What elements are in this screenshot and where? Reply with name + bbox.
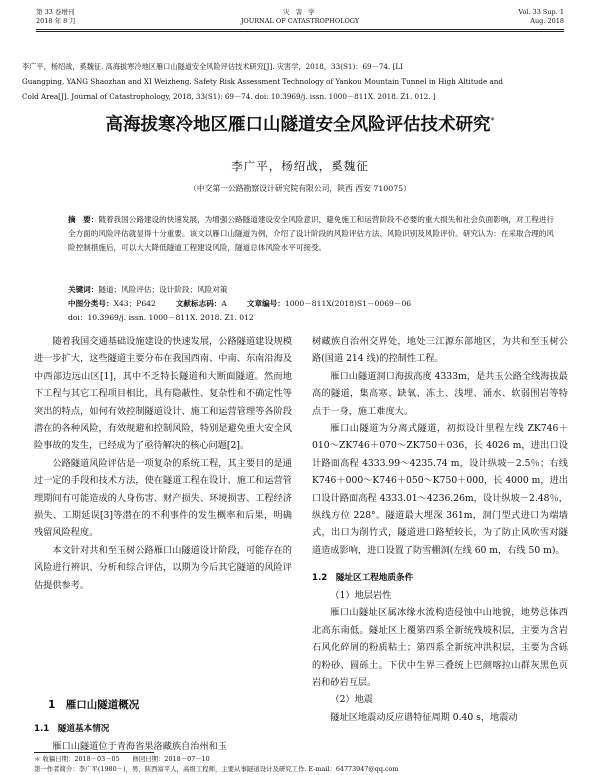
body-paragraph: 雁口山隧道位于青海省果洛藏族自治州和玉: [52, 741, 227, 752]
body-paragraph: 隧址区地震动反应谱特征周期 0.40 s，地震动: [330, 711, 518, 723]
running-header-center: [200, 8, 400, 26]
citation-line: Cold Area[J]. Journal of Catastrophology, 2018, 33(S1): 69－74. doi: 10.3969/j. issn. 1000－811X. 2018. Z1. 012. ]: [22, 92, 436, 101]
header-rule-2: [36, 31, 564, 32]
journal-name-en: JOURNAL OF CATASTROPHOLOGY: [240, 17, 360, 25]
abstract: [68, 213, 560, 255]
document-code: 文献标志码：A: [175, 299, 227, 308]
subsection-label: （2）地震: [330, 694, 373, 706]
left-column: [34, 333, 292, 594]
author-list: 李广平，杨绍战，奚魏征: [231, 159, 369, 173]
citation-line: 李广平，杨绍战，奚魏征. 高海拔寒冷地区雁口山隧道安全风险评估技术研究[J]. 灾害学，2018，33(S1)：69－74. [LI: [22, 62, 403, 71]
journal-name-cn: 灾 害 学: [283, 8, 317, 16]
body-paragraph: 雁口山隧道为分离式隧道，初拟设计里程左线 ZK746＋010～ZK746＋070～ZK750＋036，长 4026 m，进出口设计路面高程 4333.99～4235.74 m，设计纵坡－2.5％；右线 K746＋000～K746＋050～K750＋000，长 4000 m，进出口设计路面高程 4333.01～4236.26m，设计纵坡－2.48％，纵线方位 228°。隧道最大埋深 361m，洞门型式进口为端墙式，出口为削竹式，隧道进口路堑较长，为了防止风吹雪对隧道造成影响，进口设置了防雪棚洞(左线 60 m，右线 50 m)。: [312, 423, 568, 556]
subsection-label: （1）地层岩性: [330, 590, 392, 601]
right-column-lower: [312, 587, 568, 726]
volume-issue: 第 33 卷增刊: [36, 8, 75, 16]
footnote-author: 第一作者简介：李广平(1980－)，男，陕西富平人，高级工程师，主要从事隧道设计及研究工作. E-mail：64773947@qq.com: [34, 765, 399, 773]
citation-block: [22, 59, 582, 104]
section-heading-1-2: 1.2 隧址区工程地质条件: [312, 573, 414, 583]
keywords-label: 关键词：: [68, 285, 99, 294]
body-paragraph: 随着我国交通基础设施建设的快速发展，公路隧道建设规模进一步扩大，这些隧道主要分布在我国西南、中南、东南沿海及中西部边远山区[1]，其中不乏特长隧道和大断面隧道。然而地下工程与其它工程项目相比，具有隐蔽性、复杂性和不确定性等突出的特点，如何有效控制隧道设计、施工和运营管理等各阶段潜在的各种风险，有效规避和控制风险，特别是避免重大安全风险事故的发生，已经成为了亟待解决的核心问题[2]。: [34, 336, 292, 452]
title-footnote-mark: *: [490, 116, 495, 126]
volume-issue-en: Vol. 33 Sup. 1: [518, 8, 564, 16]
clc-number: 中图分类号：X43；P642: [68, 299, 156, 308]
classification-meta: [68, 297, 560, 311]
doi: doi：10.3969/j. issn. 1000－811X. 2018. Z1. 012: [68, 313, 254, 322]
running-header-right: [518, 8, 564, 26]
body-paragraph: 树藏族自治州交界处，地处三江源东部地区，为共和至玉树公路(国道 214 线)的控制性工程。: [312, 336, 568, 365]
title-text: 高海拔寒冷地区雁口山隧道安全风险评估技术研究: [105, 115, 491, 135]
publication-date: 2018 年 8 月: [36, 17, 76, 25]
publication-date-en: Aug. 2018: [530, 17, 564, 25]
affiliation: （中交第一公路勘察设计研究院有限公司，陕西 西安 710075）: [189, 184, 411, 193]
keywords: [68, 283, 560, 297]
keywords-text: 隧道；风险评估；设计阶段；风险对策: [98, 285, 228, 294]
paper-title: [0, 111, 600, 136]
header-rule: [36, 29, 564, 30]
running-header-left: [36, 8, 76, 26]
section-heading-1: 1 雁口山隧道概况: [48, 699, 140, 711]
footnote-rule: [34, 752, 154, 753]
abstract-label: 摘 要：: [68, 215, 99, 224]
body-paragraph: 雁口山隧址区属冰缘水流构造侵蚀中山地貌，地势总体西北高东南低。隧址区上覆第四系全新统残坡积层，主要为含岩石风化碎屑的粉质粘土；第四系全新统冲洪积层，主要为含砾的粉砂、圆砾土。下伏中生界三叠统上巴颜喀拉山群灰黑色页岩和砂岩互层。: [312, 607, 568, 689]
body-paragraph: 本文针对共和至玉树公路雁口山隧道设计阶段，可能存在的风险进行辨识、分析和综合评估，以期为今后其它隧道的风险评估提供参考。: [34, 544, 292, 591]
abstract-text: 随着我国公路建设的快速发展，为增强公路隧道建设安全风险意识，避免施工和运营阶段不必要的重大损失和社会负面影响，对工程进行全方面的风险评估就显得十分重要。该文以雁口山隧道为例，介绍了设计阶段的风险评估方法、风险识别及风险评价。研究认为：在采取合理的风险控制措施后，可以大大降低隧道工程建设风险，隧道总体风险水平可接受。: [68, 215, 554, 252]
article-number: 文章编号：1000－811X(2018)S1－0069－06: [246, 299, 412, 308]
right-column: [312, 333, 568, 559]
section-heading-1-1: 1.1 隧道基本情况: [34, 724, 110, 734]
citation-line: Guangping, YANG Shaozhan and XI Weizheng. Safety Risk Assessment Technology of Yankou Mountain Tunnel in High Altitude and: [22, 77, 504, 86]
body-paragraph: 公路隧道风险评估是一项复杂的系统工程，其主要目的是通过一定的手段和技术方法，使在隧道工程在设计、施工和运营管理期间有可能造成的人身伤害、财产损失、环境损害、工程经济损失、工期延误[3]等潜在的不利事件的发生概率和后果，明确残留风险程度。: [34, 457, 292, 539]
body-paragraph: 雁口山隧道洞口海拔高度 4333m，是共玉公路全线海拔最高的隧道，集高寒、缺氧、冻土、浅埋、涌水、软弱围岩等特点于一身，施工难度大。: [312, 370, 568, 417]
footnote-received: ＊ 收稿日期：2018－03－05 修回日期：2018－07－10: [34, 755, 210, 763]
